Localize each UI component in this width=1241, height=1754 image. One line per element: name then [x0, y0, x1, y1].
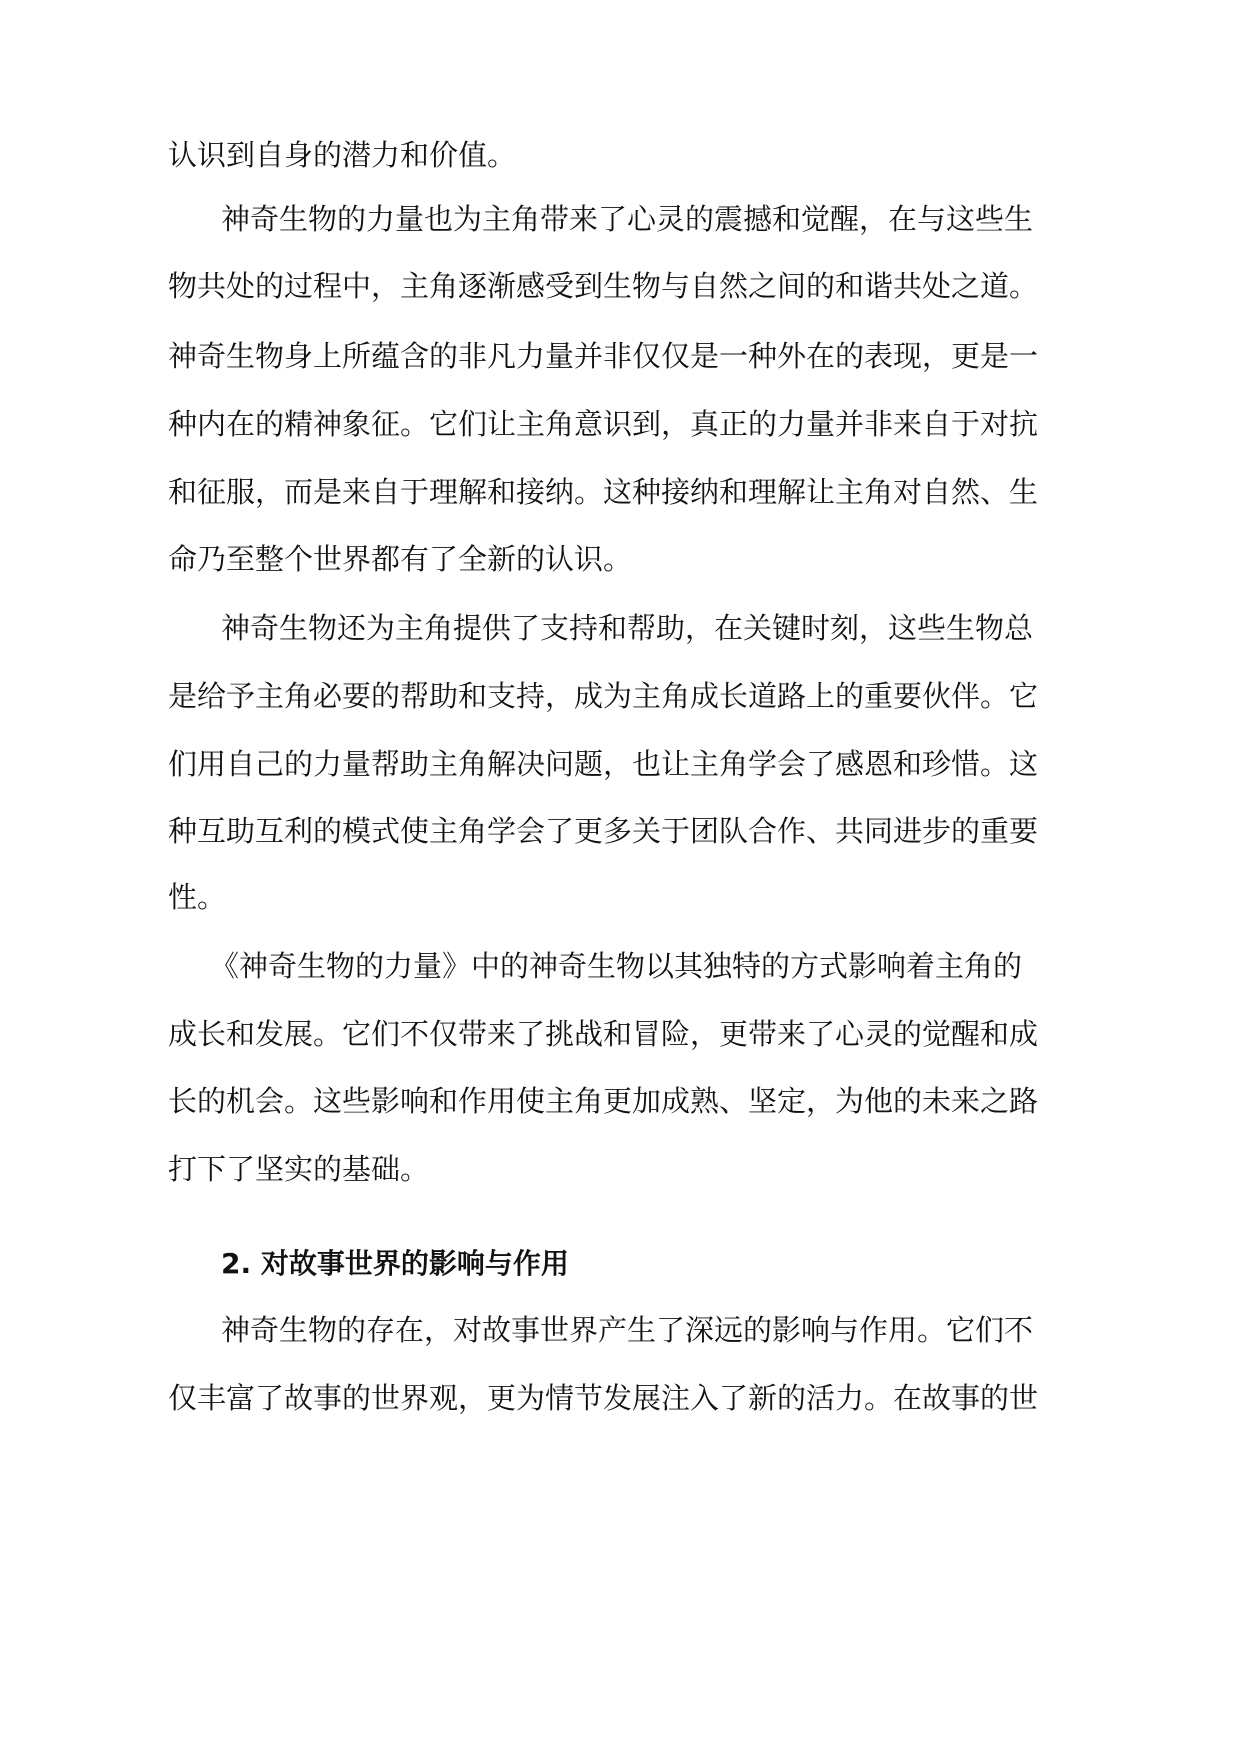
- text-line: 和征服，而是来自于理解和接纳。这种接纳和理解让主角对自然、生: [168, 475, 1039, 509]
- text-line: 仅丰富了故事的世界观，更为情节发展注入了新的活力。在故事的世: [168, 1381, 1039, 1415]
- text-line: 神奇生物的存在，对故事世界产生了深远的影响与作用。它们不: [221, 1313, 1034, 1347]
- text-line: 成长和发展。它们不仅带来了挑战和冒险，更带来了心灵的觉醒和成: [168, 1017, 1039, 1051]
- text-line: 们用自己的力量帮助主角解决问题，也让主角学会了感恩和珍惜。这: [168, 747, 1039, 781]
- text-line: 打下了坚实的基础。: [168, 1152, 430, 1186]
- text-line: 长的机会。这些影响和作用使主角更加成熟、坚定，为他的未来之路: [168, 1084, 1039, 1118]
- text-line: 认识到自身的潜力和价值。: [168, 138, 517, 172]
- text-line: 神奇生物的力量也为主角带来了心灵的震撼和觉醒，在与这些生: [221, 202, 1034, 236]
- text-line: 是给予主角必要的帮助和支持，成为主角成长道路上的重要伙伴。它: [168, 679, 1039, 713]
- text-line: 神奇生物身上所蕴含的非凡力量并非仅仅是一种外在的表现，更是一: [168, 339, 1039, 373]
- text-line: 种互助互利的模式使主角学会了更多关于团队合作、共同进步的重要: [168, 814, 1039, 848]
- text-line: 种内在的精神象征。它们让主角意识到，真正的力量并非来自于对抗: [168, 407, 1039, 441]
- text-line: 神奇生物还为主角提供了支持和帮助，在关键时刻，这些生物总: [221, 611, 1034, 645]
- section-heading: 2. 对故事世界的影响与作用: [221, 1247, 569, 1280]
- text-line: 命乃至整个世界都有了全新的认识。: [168, 542, 633, 576]
- text-line: 物共处的过程中，主角逐渐感受到生物与自然之间的和谐共处之道。: [168, 269, 1039, 303]
- text-line: 性。: [168, 880, 227, 914]
- text-line: 《神奇生物的力量》中的神奇生物以其独特的方式影响着主角的: [210, 949, 1023, 983]
